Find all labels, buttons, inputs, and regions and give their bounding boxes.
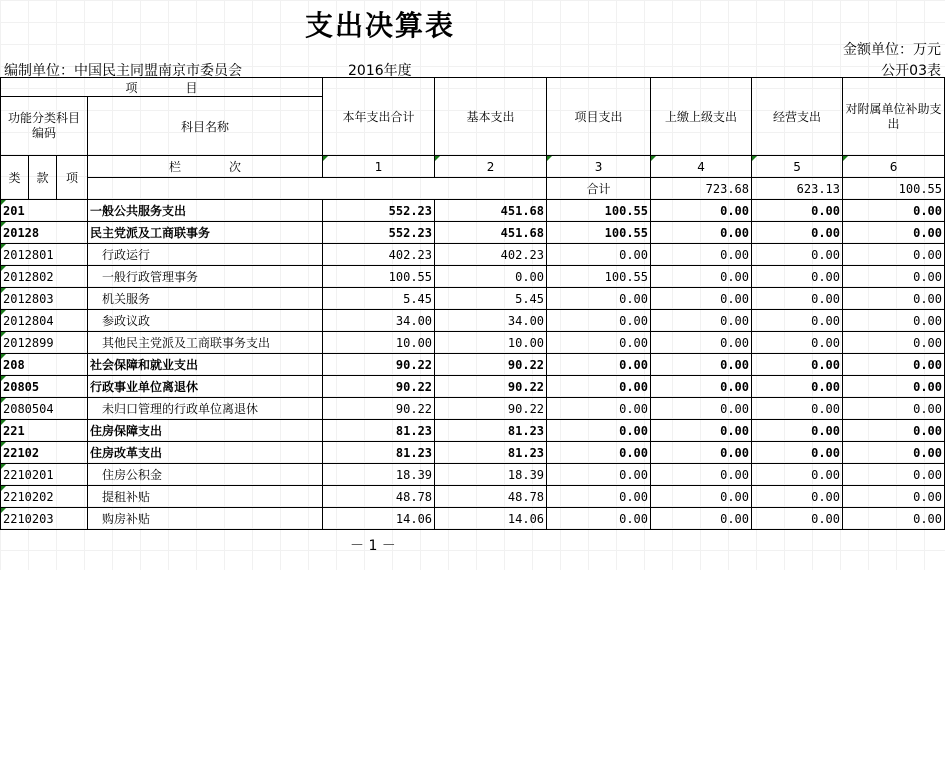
row-value-1: 5.45 xyxy=(323,288,435,310)
row-value-1: 90.22 xyxy=(323,354,435,376)
org-label: 编制单位：中国民主同盟南京市委员会 xyxy=(4,63,242,79)
row-value-1: 90.22 xyxy=(323,376,435,398)
row-value-3: 0.00 xyxy=(547,354,651,376)
table-row xyxy=(1,222,945,244)
row-value-2: 90.22 xyxy=(435,354,547,376)
row-value-1: 18.39 xyxy=(323,464,435,486)
table-row xyxy=(1,508,945,530)
row-name: 一般公共服务支出 xyxy=(88,200,323,222)
table-row xyxy=(1,266,945,288)
row-name: 一般行政管理事务 xyxy=(88,266,323,288)
row-value-3: 100.55 xyxy=(547,266,651,288)
row-name: 购房补贴 xyxy=(88,508,323,530)
row-value-1: 100.55 xyxy=(323,266,435,288)
header-col-5: 经营支出 xyxy=(752,78,843,156)
expenditure-table xyxy=(0,77,945,530)
row-value-4: 0.00 xyxy=(651,376,752,398)
row-value-6: 0.00 xyxy=(843,200,945,222)
row-code: 20128 xyxy=(1,222,88,244)
header-col-3: 项目支出 xyxy=(547,78,651,156)
row-value-1: 402.23 xyxy=(323,244,435,266)
row-code: 2012899 xyxy=(1,332,88,354)
row-value-3: 0.00 xyxy=(547,398,651,420)
row-value-5: 0.00 xyxy=(752,442,843,464)
row-value-5: 0.00 xyxy=(752,266,843,288)
row-value-5: 0.00 xyxy=(752,420,843,442)
row-value-1: 81.23 xyxy=(323,420,435,442)
row-value-2: 451.68 xyxy=(435,200,547,222)
header-func-code: 功能分类科目编码 xyxy=(1,97,88,156)
row-name: 机关服务 xyxy=(88,288,323,310)
row-name: 其他民主党派及工商联事务支出 xyxy=(88,332,323,354)
row-value-6: 0.00 xyxy=(843,222,945,244)
row-code: 221 xyxy=(1,420,88,442)
row-value-2: 81.23 xyxy=(435,420,547,442)
row-value-6: 0.00 xyxy=(843,354,945,376)
row-value-4: 0.00 xyxy=(651,200,752,222)
row-value-5: 0.00 xyxy=(752,288,843,310)
row-value-3: 0.00 xyxy=(547,288,651,310)
row-value-6: 0.00 xyxy=(843,332,945,354)
table-row xyxy=(1,288,945,310)
table-row xyxy=(1,442,945,464)
row-value-2: 402.23 xyxy=(435,244,547,266)
row-value-4: 0.00 xyxy=(651,222,752,244)
header-lei: 类 xyxy=(1,156,29,200)
row-value-6: 0.00 xyxy=(843,464,945,486)
row-value-4: 0.00 xyxy=(651,310,752,332)
row-value-4: 0.00 xyxy=(651,464,752,486)
row-value-3: 0.00 xyxy=(547,376,651,398)
row-value-6: 0.00 xyxy=(843,486,945,508)
row-value-3: 0.00 xyxy=(547,508,651,530)
row-value-3: 0.00 xyxy=(547,244,651,266)
page-title: 支出决算表 xyxy=(304,9,455,42)
row-value-4: 0.00 xyxy=(651,288,752,310)
row-value-6: 0.00 xyxy=(843,244,945,266)
total-value-1: 723.68 xyxy=(651,178,752,200)
row-value-5: 0.00 xyxy=(752,244,843,266)
row-value-6: 0.00 xyxy=(843,376,945,398)
row-value-2: 48.78 xyxy=(435,486,547,508)
row-value-2: 10.00 xyxy=(435,332,547,354)
row-value-4: 0.00 xyxy=(651,332,752,354)
row-value-2: 18.39 xyxy=(435,464,547,486)
table-row xyxy=(1,464,945,486)
total-value-3: 100.55 xyxy=(843,178,945,200)
header-row-1 xyxy=(1,78,945,97)
row-value-2: 90.22 xyxy=(435,376,547,398)
table-row xyxy=(1,398,945,420)
row-value-6: 0.00 xyxy=(843,310,945,332)
header-col-4: 上缴上级支出 xyxy=(651,78,752,156)
row-code: 2012804 xyxy=(1,310,88,332)
row-name: 住房保障支出 xyxy=(88,420,323,442)
row-value-1: 10.00 xyxy=(323,332,435,354)
row-value-2: 81.23 xyxy=(435,442,547,464)
col-num-4: 4 xyxy=(651,156,752,178)
row-code: 2012803 xyxy=(1,288,88,310)
row-name: 社会保障和就业支出 xyxy=(88,354,323,376)
row-code: 2210203 xyxy=(1,508,88,530)
row-value-4: 0.00 xyxy=(651,508,752,530)
row-code: 201 xyxy=(1,200,88,222)
row-name: 民主党派及工商联事务 xyxy=(88,222,323,244)
header-subject-name: 科目名称 xyxy=(88,97,323,156)
row-value-6: 0.00 xyxy=(843,420,945,442)
row-name: 行政运行 xyxy=(88,244,323,266)
table-row xyxy=(1,310,945,332)
table-row xyxy=(1,354,945,376)
row-value-3: 0.00 xyxy=(547,420,651,442)
row-code: 20805 xyxy=(1,376,88,398)
row-value-1: 552.23 xyxy=(323,200,435,222)
header-col-1: 本年支出合计 xyxy=(323,78,435,156)
row-name: 住房改革支出 xyxy=(88,442,323,464)
header-xiang: 项 xyxy=(57,156,88,200)
row-name: 住房公积金 xyxy=(88,464,323,486)
row-code: 22102 xyxy=(1,442,88,464)
row-code: 208 xyxy=(1,354,88,376)
header-row-3 xyxy=(1,156,945,178)
row-value-5: 0.00 xyxy=(752,310,843,332)
row-value-1: 34.00 xyxy=(323,310,435,332)
table-row xyxy=(1,420,945,442)
row-value-4: 0.00 xyxy=(651,244,752,266)
row-value-6: 0.00 xyxy=(843,288,945,310)
row-name: 提租补贴 xyxy=(88,486,323,508)
row-value-6: 0.00 xyxy=(843,508,945,530)
row-name: 未归口管理的行政单位离退休 xyxy=(88,398,323,420)
row-value-1: 90.22 xyxy=(323,398,435,420)
table-row xyxy=(1,332,945,354)
row-value-5: 0.00 xyxy=(752,486,843,508)
unit-label: 金额单位：万元 xyxy=(843,42,941,58)
total-label: 合计 xyxy=(547,178,651,200)
row-value-5: 0.00 xyxy=(752,222,843,244)
row-value-3: 0.00 xyxy=(547,442,651,464)
row-value-4: 0.00 xyxy=(651,486,752,508)
header-col-label: 栏 次 xyxy=(88,156,323,178)
row-value-3: 0.00 xyxy=(547,464,651,486)
row-value-1: 552.23 xyxy=(323,222,435,244)
table-row xyxy=(1,486,945,508)
total-value-2: 623.13 xyxy=(752,178,843,200)
year-label: 2016年度 xyxy=(348,63,412,79)
header-kuan: 款 xyxy=(29,156,57,200)
table-row xyxy=(1,244,945,266)
row-value-2: 5.45 xyxy=(435,288,547,310)
row-value-6: 0.00 xyxy=(843,442,945,464)
header-item: 项 目 xyxy=(1,78,323,97)
row-code: 2210202 xyxy=(1,486,88,508)
row-value-4: 0.00 xyxy=(651,420,752,442)
row-value-5: 0.00 xyxy=(752,398,843,420)
header-col-6: 对附属单位补助支出 xyxy=(843,78,945,156)
row-value-4: 0.00 xyxy=(651,354,752,376)
row-code: 2012801 xyxy=(1,244,88,266)
total-row xyxy=(1,178,945,200)
row-value-2: 0.00 xyxy=(435,266,547,288)
row-value-5: 0.00 xyxy=(752,200,843,222)
row-value-5: 0.00 xyxy=(752,354,843,376)
col-num-3: 3 xyxy=(547,156,651,178)
row-value-1: 14.06 xyxy=(323,508,435,530)
col-num-5: 5 xyxy=(752,156,843,178)
row-value-5: 0.00 xyxy=(752,508,843,530)
row-value-5: 0.00 xyxy=(752,464,843,486)
row-value-5: 0.00 xyxy=(752,332,843,354)
row-value-1: 48.78 xyxy=(323,486,435,508)
table-row xyxy=(1,200,945,222)
row-value-3: 100.55 xyxy=(547,222,651,244)
row-value-2: 451.68 xyxy=(435,222,547,244)
total-code-cell xyxy=(88,178,547,200)
header-col-2: 基本支出 xyxy=(435,78,547,156)
row-value-3: 0.00 xyxy=(547,486,651,508)
col-num-1: 1 xyxy=(323,156,435,178)
row-value-4: 0.00 xyxy=(651,266,752,288)
row-name: 行政事业单位离退休 xyxy=(88,376,323,398)
form-number: 公开03表 xyxy=(881,63,941,79)
row-value-6: 0.00 xyxy=(843,266,945,288)
page-number: － 1 － xyxy=(350,538,396,554)
row-value-3: 0.00 xyxy=(547,310,651,332)
row-value-4: 0.00 xyxy=(651,442,752,464)
row-code: 2210201 xyxy=(1,464,88,486)
table-row xyxy=(1,376,945,398)
col-num-2: 2 xyxy=(435,156,547,178)
row-value-3: 0.00 xyxy=(547,332,651,354)
row-value-6: 0.00 xyxy=(843,398,945,420)
row-value-2: 14.06 xyxy=(435,508,547,530)
row-code: 2012802 xyxy=(1,266,88,288)
row-value-3: 100.55 xyxy=(547,200,651,222)
row-value-4: 0.00 xyxy=(651,398,752,420)
row-value-2: 90.22 xyxy=(435,398,547,420)
row-value-2: 34.00 xyxy=(435,310,547,332)
col-num-6: 6 xyxy=(843,156,945,178)
row-value-1: 81.23 xyxy=(323,442,435,464)
row-code: 2080504 xyxy=(1,398,88,420)
row-value-5: 0.00 xyxy=(752,376,843,398)
row-name: 参政议政 xyxy=(88,310,323,332)
